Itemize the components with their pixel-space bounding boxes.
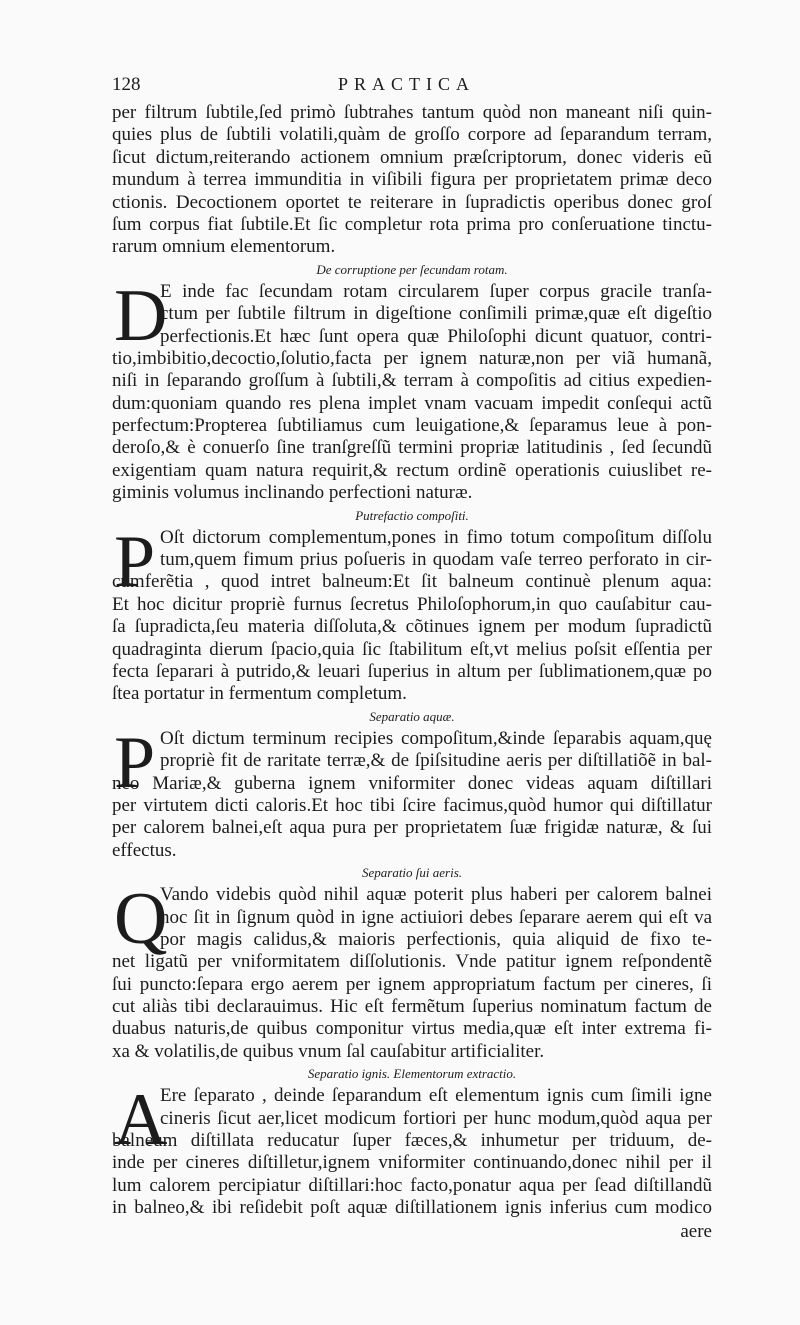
section-putrefaction — [112, 520, 712, 706]
text-line: per filtrum ſubtile,ſed primò ſubtrahes tantum quòd non maneant niſi quin- — [112, 102, 712, 123]
text-line: net ligatũ per vniformitatem diſſolutionis. Vnde patitur ignem reſpondentẽ — [112, 951, 712, 973]
section-water — [112, 721, 712, 862]
running-head: PRACTICA — [338, 74, 476, 94]
section-heading: Separatio aquæ. — [369, 708, 455, 724]
text-line: cineris ſicut aer,licet modicum fortiori per hunc modum,quòd aqua per — [160, 1107, 712, 1129]
text-line: Vando videbis quòd nihil aquæ poterit plus haberi per calorem balnei — [160, 884, 712, 906]
text-line: neo Mariæ,& guberna ignem vniformiter donec videas aquam diſtillari — [112, 772, 712, 794]
text-line: tio,imbibitio,decoctio,ſolutio,facta per ignem naturæ,non per viã humanã, — [112, 347, 712, 369]
text-line: dum:quoniam quando res plena implet vnam vacuam impedit conſequi actũ — [112, 392, 712, 414]
text-line: perfectionis.Et hæc ſunt opera quæ Philoſophi dicunt quatuor, contri- — [160, 325, 712, 347]
section-fire — [112, 1079, 712, 1219]
text-block — [112, 74, 712, 1244]
text-line: xa & volatilis,de quibus vnum ſal cauſabitur artificialiter. — [112, 1040, 545, 1062]
text-line: ſui puncto:ſepara ergo aerem per ignem appropriatum factum per cineres, ſi — [112, 973, 712, 995]
section-heading: Putrefactio compoſiti. — [355, 507, 469, 523]
catchword: aere — [680, 1220, 712, 1242]
text-line: ſum corpus fiat ſubtile.Et ſic completur rota prima pro conſeruatione tinctu- — [112, 213, 712, 235]
drop-cap: P — [114, 721, 156, 804]
text-line: Oſt dictum terminum recipies compoſitum,&inde ſeparabis aquam,quę — [160, 727, 712, 749]
text-line: per calorem balnei,eſt aqua pura per proprietatem ſuæ frigidæ naturæ, & ſui — [112, 817, 712, 839]
text-line: cumferẽtia , quod intret balneum:Et ſit balneum continuè plenum aqua: — [112, 571, 712, 593]
text-line: Et hoc dicitur propriè furnus ſecretus Philoſophorum,in quo cauſabitur cau- — [112, 593, 712, 615]
text-line: deroſo,& è conuerſo ſine tranſgreſſũ termini propriæ latitudinis , ſed ſecundũ — [112, 437, 712, 459]
text-line: quies plus de ſubtili volatili,quàm de groſſo corpore ad ſeparandum terram, — [112, 124, 712, 146]
text-line: fecta ſeparari à putrido,& leuari ſuperius in altum per ſublimationem,quæ po — [112, 660, 712, 682]
text-line: quadraginta dierum ſpacio,quia ſic ſtabilitum eſt,vt melius poſsit eſſentia per — [112, 638, 712, 660]
text-line: por magis calidus,& maioris perfectionis, quia aliquid de fixo te- — [160, 928, 712, 950]
text-line: ſa ſupradicta,ſeu materia diſſoluta,& cõtinues ignem per modum ſupradictũ — [112, 616, 712, 638]
text-line: ſtea portatur in fermentum completum. — [112, 683, 407, 705]
drop-cap: A — [114, 1079, 168, 1162]
text-line: ctum per ſubtile filtrum in digeſtione conſimili primæ,quæ eſt digeſtio — [160, 303, 712, 325]
text-line: propriè fit de raritate terræ,& de ſpiſsitudine aeris per diſtillatiõẽ in bal- — [160, 750, 712, 772]
text-line: E inde fac ſecundam rotam circularem ſuper corpus gracile tranſa- — [160, 280, 712, 302]
text-line: lum calorem percipiatur diſtillari:hoc facto,ponatur aqua per ſead diſtillandũ — [112, 1174, 712, 1196]
section-heading: Separatio ignis. Elementorum extractio. — [307, 1066, 517, 1082]
text-line: giminis volumus inclinando perfectioni naturæ. — [112, 482, 473, 504]
drop-cap: D — [114, 274, 168, 357]
text-line: mundum à terrea immunditia in viſibili figura per proprietatem primæ deco — [112, 169, 712, 191]
text-line: hoc ſit in ſignum quòd in igne actiuiori debes ſeparare aerem qui eſt va — [160, 906, 712, 928]
section-corruption — [112, 274, 712, 505]
text-line: perfectum:Propterea ſubtiliamus cum leuigatione,& ſeparamus leue à pon- — [112, 415, 712, 437]
page-header — [112, 74, 712, 102]
text-line: Ere ſeparato , deinde ſeparandum eſt elementum ignis cum ſimili igne — [160, 1085, 712, 1107]
text-line: rarum omnium elementorum. — [112, 236, 336, 258]
paragraph-intro — [112, 102, 712, 259]
section-air — [112, 878, 712, 1063]
text-line: niſi in ſeparando groſſum à ſubtili,& terram à compoſitis ad citius expedien- — [112, 370, 712, 392]
text-line: balneum diſtillata reducatur ſuper fæces,& inhumetur per triduum, de- — [112, 1130, 712, 1152]
drop-cap: P — [114, 520, 156, 603]
text-line: ſicut dictum,reiterando actionem omnium præſcriptorum, donec videris eũ — [112, 146, 712, 168]
text-line: duabus naturis,de quibus componitur virtus media,quæ eſt inter extrema fi- — [112, 1018, 712, 1040]
section-heading: Separatio ſui aeris. — [361, 865, 463, 881]
text-line: ctionis. Decoctionem oportet te reiterare in ſupradictis operibus donec groſ — [112, 191, 712, 213]
text-line: cut aliàs tibi declarauimus. Hic eſt fermẽtum ſuperius nominatum factum de — [112, 996, 712, 1018]
text-line: per virtutem dicti caloris.Et hoc tibi ſcire facimus,quòd humor qui diſtillatur — [112, 794, 712, 816]
text-line: inde per cineres diſtilletur,ignem vniformiter continuando,donec nihil per il — [112, 1152, 712, 1174]
text-line: in balneo,& ibi reſidebit poſt aquæ diſtillationem ignis inferius cum modico — [112, 1197, 712, 1219]
text-line: tum,quem fimum prius poſueris in quodam vaſe terreo perforato in cir- — [160, 549, 712, 571]
section-heading: De corruptione per ſecundam rotam. — [316, 261, 508, 277]
folio-number: 128 — [112, 74, 141, 95]
text-line: exigentiam quam natura requirit,& rectum ordinẽ operationis cuiuslibet re- — [112, 459, 712, 481]
text-line: Oſt dictorum complementum,pones in fimo totum compoſitum diſſolu — [160, 526, 712, 548]
text-line: effectus. — [112, 839, 177, 861]
drop-cap: Q — [114, 878, 168, 961]
